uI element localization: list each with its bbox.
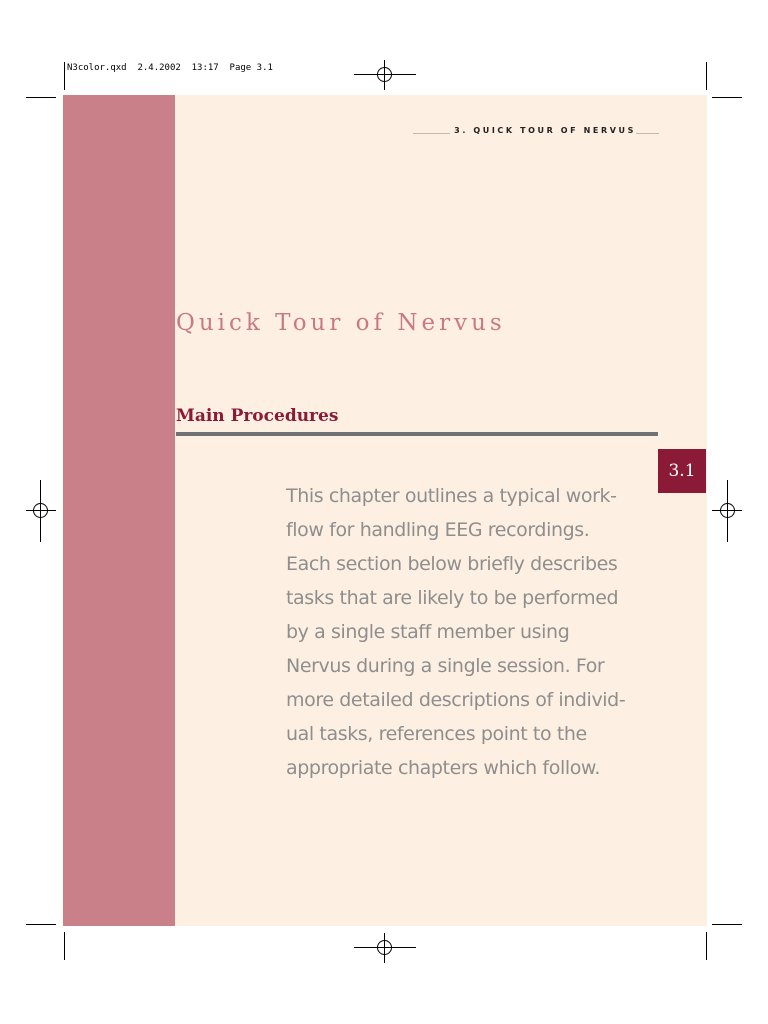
crop-mark [26, 97, 56, 98]
print-slug: N3color.qxd 2.4.2002 13:17 Page 3.1 [67, 63, 273, 73]
crop-mark [64, 932, 65, 960]
body-line: flow for handling EEG recordings. [286, 519, 590, 541]
page-number-tab [658, 449, 706, 493]
crop-mark [64, 62, 65, 90]
body-line: ual tasks, references point to the [286, 723, 587, 745]
registration-mark-icon [26, 480, 56, 542]
body-line: appropriate chapters which follow. [286, 757, 600, 779]
body-paragraph [286, 479, 646, 785]
crop-mark [26, 924, 56, 925]
body-line: more detailed descriptions of individ- [286, 689, 626, 711]
crop-mark [706, 932, 707, 960]
registration-mark-icon [354, 933, 416, 963]
crop-mark [712, 97, 742, 98]
body-line: tasks that are likely to be performed [286, 587, 619, 609]
running-head: 3. QUICK TOUR OF NERVUS [450, 126, 636, 135]
body-line: Nervus during a single session. For [286, 655, 605, 677]
body-line: This chapter outlines a typical work- [286, 485, 617, 507]
body-line: Each section below briefly describes [286, 553, 618, 575]
section-rule [176, 432, 658, 436]
registration-mark-icon [712, 480, 742, 542]
sidebar-band [63, 95, 175, 926]
registration-mark-icon [354, 60, 416, 90]
page-number: 3.1 [668, 461, 696, 481]
body-line: by a single staff member using [286, 621, 570, 643]
section-title: Main Procedures [176, 406, 339, 426]
chapter-title: Quick Tour of Nervus [176, 310, 506, 336]
crop-mark [706, 62, 707, 90]
crop-mark [712, 924, 742, 925]
